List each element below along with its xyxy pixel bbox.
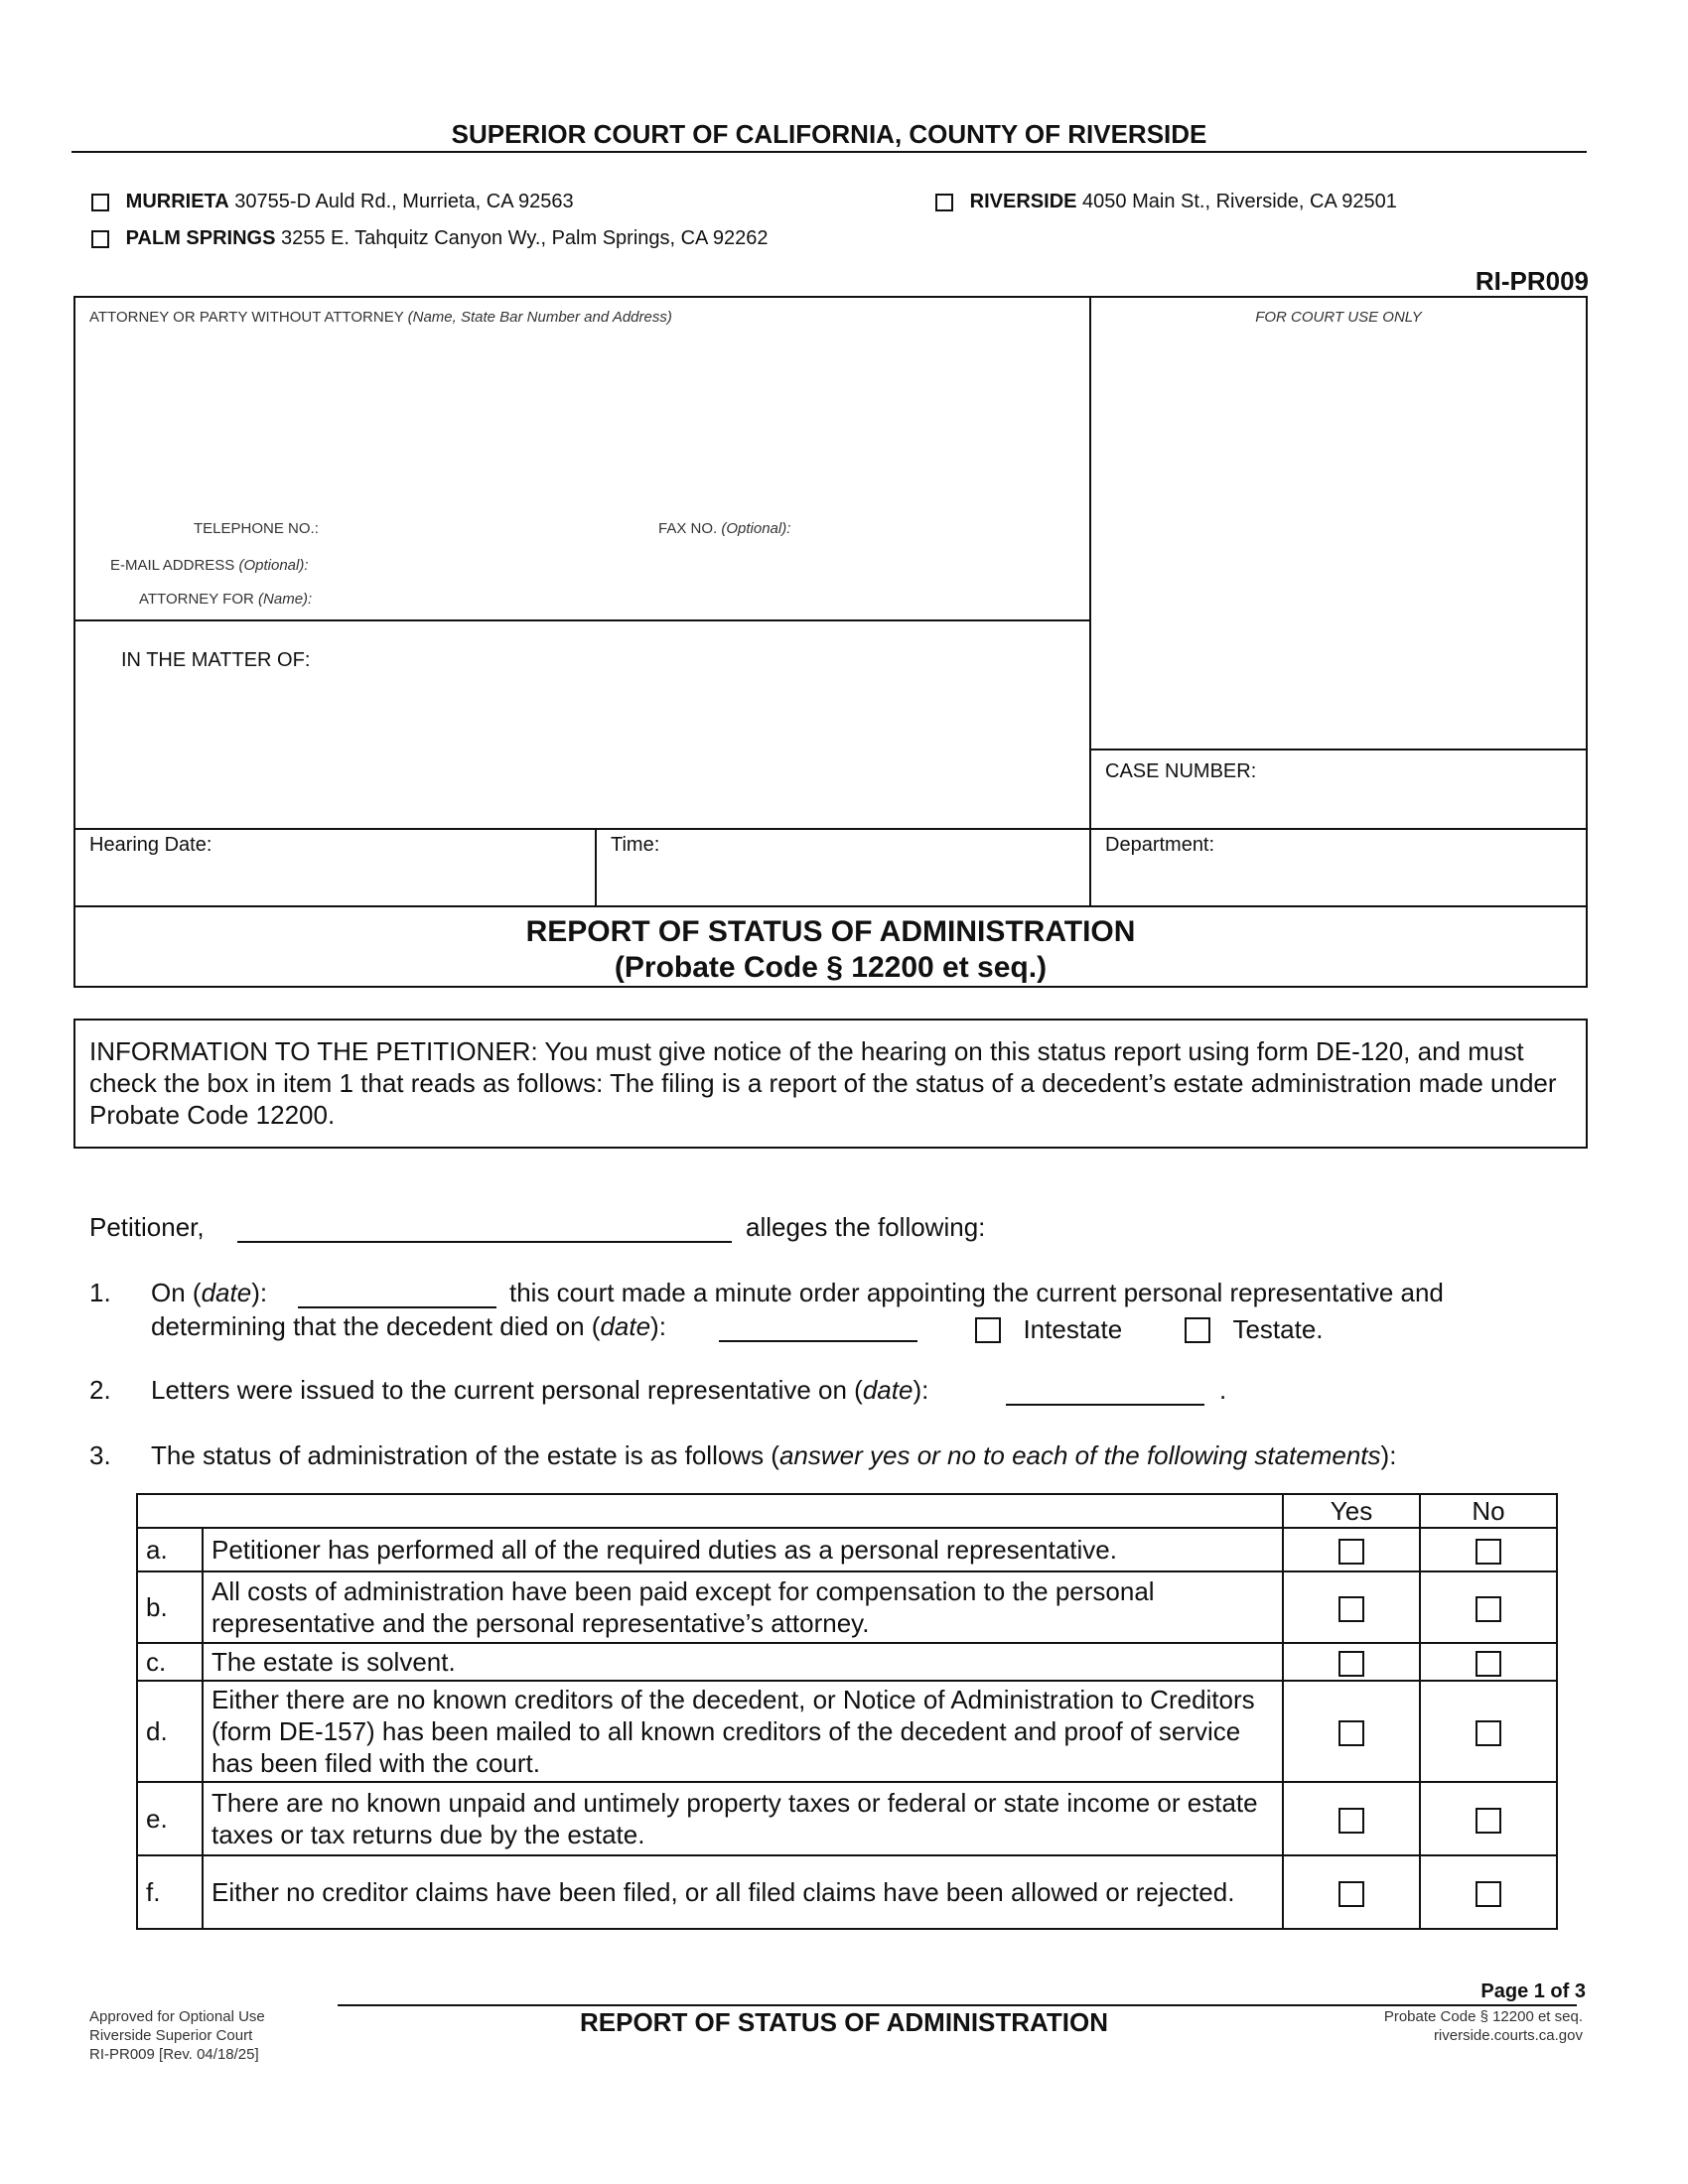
title-divider xyxy=(71,151,1587,153)
fax-label: FAX NO. (Optional): xyxy=(658,520,791,537)
yes-checkbox[interactable] xyxy=(1338,1881,1364,1907)
case-number-label: CASE NUMBER: xyxy=(1105,760,1257,782)
intestate-label: Intestate xyxy=(1023,1314,1123,1344)
yes-cell xyxy=(1283,1528,1420,1571)
yes-checkbox[interactable] xyxy=(1338,1720,1364,1746)
item1-on: On (date): xyxy=(151,1278,268,1307)
report-title: REPORT OF STATUS OF ADMINISTRATION xyxy=(525,915,1136,948)
item1-number: 1. xyxy=(89,1278,111,1307)
time-label: Time: xyxy=(611,834,660,856)
no-checkbox[interactable] xyxy=(1476,1720,1501,1746)
yes-cell xyxy=(1283,1643,1420,1681)
footer-divider xyxy=(338,2004,1577,2006)
hearing-date-label: Hearing Date: xyxy=(89,834,212,856)
yes-cell xyxy=(1283,1782,1420,1855)
no-cell xyxy=(1420,1855,1557,1929)
footer-code: Probate Code § 12200 et seq. xyxy=(1383,2008,1583,2025)
form-number: RI-PR009 xyxy=(1475,266,1589,296)
location-murrieta xyxy=(91,191,574,213)
letters-date-line[interactable] xyxy=(1006,1404,1204,1406)
location-riverside xyxy=(935,191,1397,213)
court-use-box xyxy=(1089,296,1588,751)
item1-text: this court made a minute order appointing the current personal representative and xyxy=(509,1278,1444,1307)
row-text: Either no creditor claims have been filed, or all filed claims have been allowed or rejected. xyxy=(203,1855,1283,1929)
no-cell xyxy=(1420,1643,1557,1681)
email-label: E-MAIL ADDRESS (Optional): xyxy=(110,557,309,574)
footer-title: REPORT OF STATUS OF ADMINISTRATION xyxy=(579,2007,1108,2037)
petitioner-name-line[interactable] xyxy=(237,1241,732,1243)
no-cell xyxy=(1420,1528,1557,1571)
no-checkbox[interactable] xyxy=(1476,1651,1501,1677)
status-table xyxy=(136,1493,1558,1930)
yes-checkbox[interactable] xyxy=(1338,1596,1364,1622)
yes-cell xyxy=(1283,1855,1420,1929)
no-checkbox[interactable] xyxy=(1476,1539,1501,1565)
report-subtitle: (Probate Code § 12200 et seq.) xyxy=(614,951,1048,984)
footer-approved-line: Approved for Optional Use xyxy=(89,2008,265,2025)
item2-number: 2. xyxy=(89,1375,111,1405)
footer-form-line: RI-PR009 [Rev. 04/18/25] xyxy=(89,2046,259,2063)
row-text: The estate is solvent. xyxy=(203,1643,1283,1681)
no-cell xyxy=(1420,1782,1557,1855)
row-letter: e. xyxy=(137,1782,203,1855)
footer-court-line: Riverside Superior Court xyxy=(89,2027,253,2044)
attorney-label: ATTORNEY OR PARTY WITHOUT ATTORNEY (Name, State Bar Number and Address) xyxy=(89,309,672,326)
item2-text: Letters were issued to the current personal representative on (date): xyxy=(151,1375,929,1405)
table-header-blank xyxy=(137,1494,1283,1528)
department-label: Department: xyxy=(1105,834,1215,856)
footer-website: riverside.courts.ca.gov xyxy=(1433,2027,1583,2044)
palm-springs-checkbox[interactable] xyxy=(91,230,109,248)
yes-checkbox[interactable] xyxy=(1338,1651,1364,1677)
row-text: All costs of administration have been paid except for compensation to the personal representative and the personal representative’s attorney. xyxy=(203,1571,1283,1643)
info-text: INFORMATION TO THE PETITIONER: You must give notice of the hearing on this status report using form DE-120, and must check the box in item 1 that reads as follows: The filing is a report of the status of a decedent’s estate administration made under Probate Code 12200. xyxy=(89,1036,1557,1130)
yes-checkbox[interactable] xyxy=(1338,1539,1364,1565)
location-address: 30755-D Auld Rd., Murrieta, CA 92563 xyxy=(234,191,574,212)
row-text: Petitioner has performed all of the required duties as a personal representative. xyxy=(203,1528,1283,1571)
location-name: RIVERSIDE xyxy=(969,191,1077,212)
location-address: 3255 E. Tahquitz Canyon Wy., Palm Springs, CA 92262 xyxy=(281,227,769,249)
footer-approved xyxy=(89,2007,265,2064)
location-palm-springs xyxy=(91,227,768,250)
yes-cell xyxy=(1283,1571,1420,1643)
no-checkbox[interactable] xyxy=(1476,1881,1501,1907)
item3-number: 3. xyxy=(89,1440,111,1470)
court-title: SUPERIOR COURT OF CALIFORNIA, COUNTY OF RIVERSIDE xyxy=(451,119,1207,149)
table-header-row xyxy=(137,1494,1557,1528)
yes-header: Yes xyxy=(1283,1494,1420,1528)
row-letter: f. xyxy=(137,1855,203,1929)
yes-cell xyxy=(1283,1681,1420,1782)
row-text: Either there are no known creditors of the decedent, or Notice of Administration to Creditors (form DE-157) has been mailed to all known creditors of the decedent and proof of service has been filed with the court. xyxy=(203,1681,1283,1782)
location-name: PALM SPRINGS xyxy=(125,227,276,249)
attorney-for-label: ATTORNEY FOR (Name): xyxy=(139,591,313,608)
yes-checkbox[interactable] xyxy=(1338,1808,1364,1834)
item2-period: . xyxy=(1219,1375,1227,1405)
alleges-label: alleges the following: xyxy=(746,1212,986,1242)
page-number: Page 1 of 3 xyxy=(1480,1980,1586,2002)
no-cell xyxy=(1420,1571,1557,1643)
table-row xyxy=(137,1855,1557,1929)
intestate-option xyxy=(975,1314,1122,1345)
testate-option xyxy=(1185,1314,1324,1345)
item3-text: The status of administration of the estate is as follows (answer yes or no to each of the following statements): xyxy=(151,1440,1397,1470)
testate-checkbox[interactable] xyxy=(1185,1317,1210,1343)
row-letter: b. xyxy=(137,1571,203,1643)
row-text: There are no known unpaid and untimely property taxes or federal or state income or estate taxes or tax returns due by the estate. xyxy=(203,1782,1283,1855)
table-row xyxy=(137,1782,1557,1855)
table-row xyxy=(137,1643,1557,1681)
table-row xyxy=(137,1571,1557,1643)
table-row xyxy=(137,1528,1557,1571)
location-name: MURRIETA xyxy=(125,191,229,212)
row-letter: c. xyxy=(137,1643,203,1681)
location-address: 4050 Main St., Riverside, CA 92501 xyxy=(1082,191,1397,212)
item1-line2: determining that the decedent died on (date): xyxy=(151,1311,666,1341)
intestate-checkbox[interactable] xyxy=(975,1317,1001,1343)
testate-label: Testate. xyxy=(1232,1314,1324,1344)
appointment-date-line[interactable] xyxy=(298,1306,496,1308)
murrieta-checkbox[interactable] xyxy=(91,194,109,211)
death-date-line[interactable] xyxy=(719,1340,917,1342)
riverside-checkbox[interactable] xyxy=(935,194,953,211)
row-letter: a. xyxy=(137,1528,203,1571)
row-letter: d. xyxy=(137,1681,203,1782)
no-cell xyxy=(1420,1681,1557,1782)
footer-right xyxy=(1384,2007,1583,2045)
no-header: No xyxy=(1420,1494,1557,1528)
no-checkbox[interactable] xyxy=(1476,1808,1501,1834)
in-the-matter-label: IN THE MATTER OF: xyxy=(121,649,311,671)
no-checkbox[interactable] xyxy=(1476,1596,1501,1622)
court-use-label: FOR COURT USE ONLY xyxy=(1255,309,1422,326)
time-box[interactable] xyxy=(595,828,1091,907)
table-row xyxy=(137,1681,1557,1782)
petitioner-label: Petitioner, xyxy=(89,1212,205,1242)
telephone-label: TELEPHONE NO.: xyxy=(194,520,319,537)
